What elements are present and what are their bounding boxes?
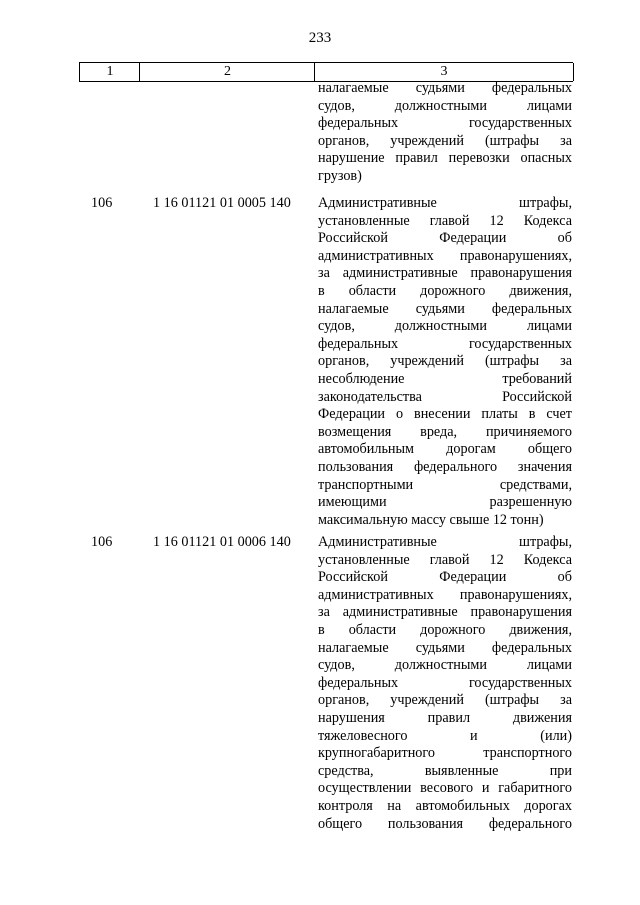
description-line: судов, должностными лицами xyxy=(318,318,572,335)
description-line: налагаемые судьями федеральных xyxy=(318,639,572,656)
kbk-code: 1 16 01121 01 0006 140 xyxy=(153,534,291,550)
description-line: пользования федерального значения xyxy=(318,458,572,475)
description-line: установленные главой 12 Кодекса xyxy=(318,212,572,229)
description-line: контроля на автомобильных дорогах xyxy=(318,797,572,814)
admin-code: 106 xyxy=(91,534,113,550)
description-line: органов, учреждений (штрафы за xyxy=(318,132,572,149)
description-line: Российской Федерации об xyxy=(318,230,572,247)
description-line: за административные правонарушения xyxy=(318,265,572,282)
description-line: Административные штрафы, xyxy=(318,195,572,211)
description-line: в области дорожного движения, xyxy=(318,621,572,638)
admin-code: 106 xyxy=(91,195,113,211)
description-line: Федерации о внесении платы в счет xyxy=(318,406,572,423)
description-line: федеральных государственных xyxy=(318,335,572,352)
description-line: возмещения вреда, причиняемого xyxy=(318,423,572,440)
description-line: нарушение правил перевозки опасных xyxy=(318,150,572,167)
description-line: автомобильным дорогам общего xyxy=(318,441,572,458)
description-line: административных правонарушениях, xyxy=(318,247,572,264)
description-line: законодательства Российской xyxy=(318,388,572,405)
description-line: в области дорожного движения, xyxy=(318,282,572,299)
column-header-1: 1 xyxy=(79,63,140,81)
kbk-code: 1 16 01121 01 0005 140 xyxy=(153,195,291,211)
description-line: грузов) xyxy=(318,167,362,184)
description-line: средства, выявленные при xyxy=(318,762,572,779)
page-number: 233 xyxy=(308,30,332,46)
description-line: осуществлении весового и габаритного xyxy=(318,780,572,797)
column-header-2: 2 xyxy=(139,63,315,81)
description-line: федеральных государственных xyxy=(318,674,572,691)
description-line: общего пользования федерального xyxy=(318,815,572,832)
description-line: налагаемые судьями федеральных xyxy=(318,80,572,96)
description-line: несоблюдение требований xyxy=(318,370,572,387)
description-line: федеральных государственных xyxy=(318,115,572,132)
description-line: максимальную массу свыше 12 тонн) xyxy=(318,511,544,528)
description-line: за административные правонарушения xyxy=(318,604,572,621)
row-description xyxy=(318,195,572,529)
column-header-3: 3 xyxy=(314,63,574,81)
description-line: установленные главой 12 Кодекса xyxy=(318,551,572,568)
description-line: Российской Федерации об xyxy=(318,569,572,586)
continuation-description xyxy=(318,80,572,186)
row-description xyxy=(318,534,572,833)
description-line: судов, должностными лицами xyxy=(318,97,572,114)
description-line: транспортными средствами, xyxy=(318,476,572,493)
description-line: административных правонарушениях, xyxy=(318,586,572,603)
description-line: имеющими разрешенную xyxy=(318,494,572,511)
description-line: налагаемые судьями федеральных xyxy=(318,300,572,317)
description-line: органов, учреждений (штрафы за xyxy=(318,353,572,370)
description-line: Административные штрафы, xyxy=(318,534,572,550)
description-line: судов, должностными лицами xyxy=(318,657,572,674)
description-line: тяжеловесного и (или) xyxy=(318,727,572,744)
table-header-row xyxy=(79,62,573,82)
description-line: органов, учреждений (штрафы за xyxy=(318,692,572,709)
description-line: нарушения правил движения xyxy=(318,709,572,726)
description-line: крупногабаритного транспортного xyxy=(318,745,572,762)
